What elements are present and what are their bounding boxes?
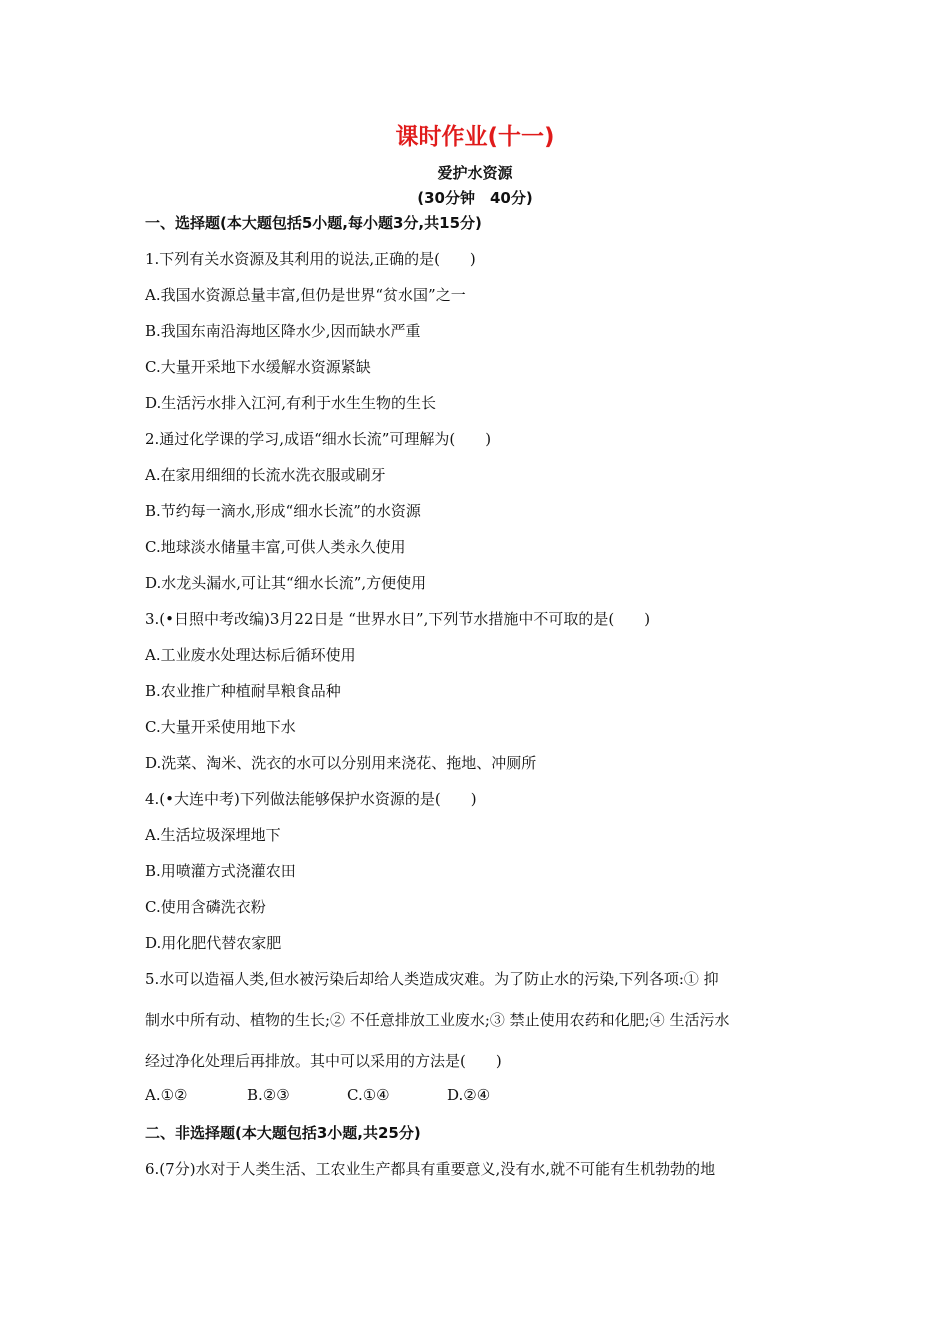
question-4-option-d: D.用化肥代替农家肥 [145, 934, 282, 952]
question-5-stem-line-3: 经过净化处理后再排放。其中可以采用的方法是( ) [145, 1052, 502, 1070]
question-4-option-a: A.生活垃圾深埋地下 [145, 826, 281, 844]
lesson-subtitle: 爱护水资源 [437, 164, 513, 182]
question-5-option-d: D.②④ [447, 1086, 491, 1104]
question-3-option-c: C.大量开采使用地下水 [145, 718, 296, 736]
question-5-option-c: C.①④ [347, 1086, 390, 1104]
question-1-stem: 1.下列有关水资源及其利用的说法,正确的是( ) [145, 250, 476, 268]
question-5-stem-line-1: 5.水可以造福人类,但水被污染后却给人类造成灾难。为了防止水的污染,下列各项:① 抑 [145, 970, 719, 988]
question-3-option-d: D.洗菜、淘米、洗衣的水可以分别用来浇花、拖地、冲厕所 [145, 754, 537, 772]
section-heading-nonchoice: 二、非选择题(本大题包括3小题,共25分) [145, 1124, 421, 1142]
question-2-option-a: A.在家用细细的长流水洗衣服或刷牙 [145, 466, 386, 484]
question-2-option-b: B.节约每一滴水,形成“细水长流”的水资源 [145, 502, 421, 520]
question-1-option-c: C.大量开采地下水缓解水资源紧缺 [145, 358, 371, 376]
page-title: 课时作业(十一) [395, 124, 555, 150]
question-4-option-c: C.使用含磷洗衣粉 [145, 898, 266, 916]
question-3-stem: 3.(•日照中考改编)3月22日是 “世界水日”,下列节水措施中不可取的是( ) [145, 610, 651, 628]
section-heading-choice: 一、选择题(本大题包括5小题,每小题3分,共15分) [145, 214, 482, 232]
question-4-option-b: B.用喷灌方式浇灌农田 [145, 862, 296, 880]
question-5-option-b: B.②③ [247, 1086, 290, 1104]
question-5-options [145, 1086, 490, 1104]
question-2-stem: 2.通过化学课的学习,成语“细水长流”可理解为( ) [145, 430, 492, 448]
time-score-info: (30分钟 40分) [417, 189, 533, 207]
question-4-stem: 4.(•大连中考)下列做法能够保护水资源的是( ) [145, 790, 477, 808]
question-1-option-a: A.我国水资源总量丰富,但仍是世界“贫水国”之一 [145, 286, 466, 304]
question-3-option-a: A.工业废水处理达标后循环使用 [145, 646, 356, 664]
question-2-option-c: C.地球淡水储量丰富,可供人类永久使用 [145, 538, 406, 556]
question-1-option-d: D.生活污水排入江河,有利于水生生物的生长 [145, 394, 437, 412]
question-2-option-d: D.水龙头漏水,可让其“细水长流”,方便使用 [145, 574, 427, 592]
question-1-option-b: B.我国东南沿海地区降水少,因而缺水严重 [145, 322, 421, 340]
question-3-option-b: B.农业推广种植耐旱粮食品种 [145, 682, 341, 700]
question-6-stem-line-1: 6.(7分)水对于人类生活、工农业生产都具有重要意义,没有水,就不可能有生机勃勃的地 [145, 1160, 716, 1178]
question-5-option-a: A.①② [145, 1086, 188, 1104]
question-5-stem-line-2: 制水中所有动、植物的生长;② 不任意排放工业废水;③ 禁止使用农药和化肥;④ 生活污水 [145, 1011, 730, 1029]
